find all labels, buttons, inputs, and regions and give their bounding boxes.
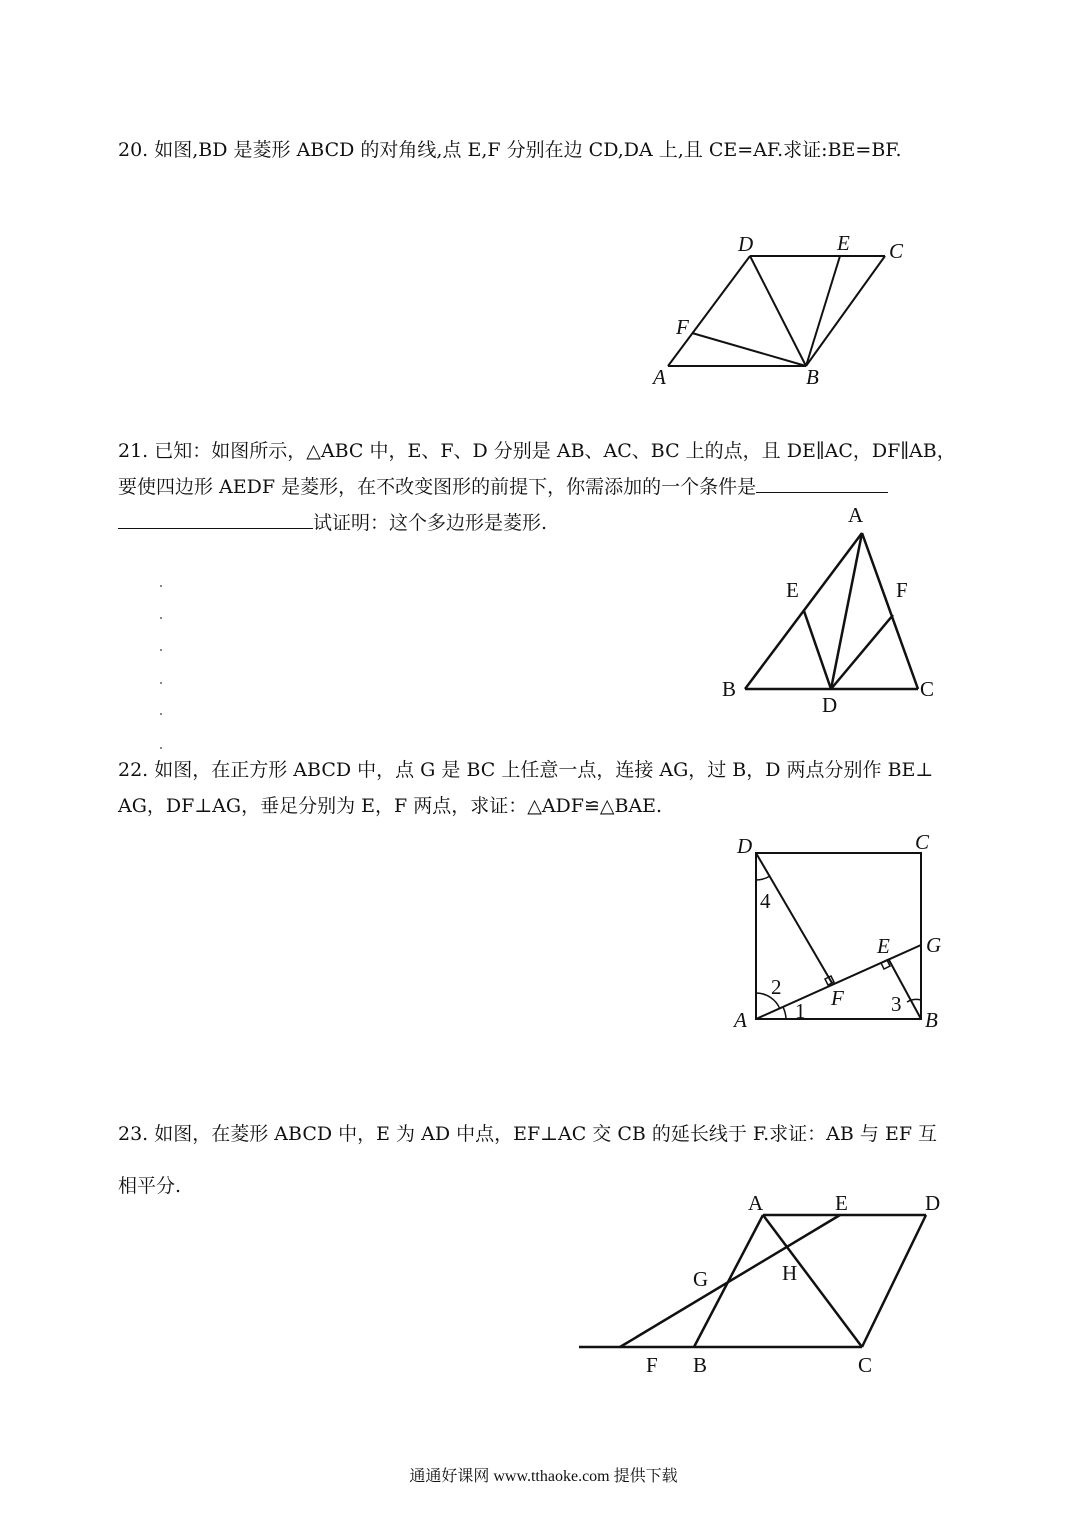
question-21-line3-text: 试证明：这个多边形是菱形.: [313, 512, 548, 534]
label-h: H: [782, 1261, 798, 1285]
question-21-line2-text: 要使四边形 AEDF 是菱形，在不改变图形的前提下，你需添加的一个条件是: [118, 476, 757, 498]
question-20-text: 20. 如图,BD 是菱形 ABCD 的对角线,点 E,F 分别在边 CD,DA 上,且 CE=AF.求证:BE=BF.: [118, 139, 902, 161]
label-g: G: [926, 933, 942, 957]
figure-q23-rhombus: [575, 1185, 955, 1380]
answer-blank-1: [756, 474, 888, 493]
label-b: B: [693, 1353, 708, 1377]
figure-q22-square: [730, 825, 950, 1040]
label-c: C: [858, 1353, 873, 1377]
angle-3-label: 3: [891, 992, 902, 1016]
label-d: D: [822, 693, 838, 717]
question-22-text: [118, 752, 978, 824]
angle-2-label: 2: [771, 975, 782, 999]
label-f: F: [831, 986, 844, 1010]
label-a: A: [653, 365, 666, 389]
label-g: G: [693, 1267, 709, 1291]
label-e: E: [837, 231, 850, 255]
figure-q21-triangle: [715, 500, 945, 720]
label-e: E: [877, 934, 890, 958]
label-c: C: [915, 830, 930, 854]
answer-blank-2: [118, 510, 313, 529]
footer-source-credit: 通通好课网 www.tthaoke.com 提供下载: [409, 1468, 678, 1485]
label-a: A: [734, 1008, 747, 1032]
label-f: F: [896, 578, 908, 602]
label-d: D: [737, 834, 753, 858]
angle-4-label: 4: [760, 889, 771, 913]
label-a: A: [748, 1191, 764, 1215]
question-23-line1: 23. 如图，在菱形 ABCD 中，E 为 AD 中点，EF⊥AC 交 CB 的延长线于 F.求证：AB 与 EF 互: [118, 1123, 938, 1145]
label-f: F: [646, 1353, 658, 1377]
label-b: B: [722, 677, 737, 701]
label-e: E: [786, 578, 799, 602]
question-21-line1: 21. 已知：如图所示，△ABC 中，E、F、D 分别是 AB、AC、BC 上的点，且 DE∥AC，DF∥AB，: [118, 440, 956, 462]
angle-1-label: 1: [795, 999, 806, 1023]
figure-q20-rhombus: [645, 225, 915, 395]
label-d: D: [925, 1191, 941, 1215]
label-e: E: [835, 1191, 848, 1215]
label-c: C: [920, 677, 935, 701]
label-b: B: [806, 365, 819, 389]
question-22-line1: 22. 如图，在正方形 ABCD 中，点 G 是 BC 上任意一点，连接 AG，过 B，D 两点分别作 BE⊥: [118, 759, 934, 781]
label-d: D: [738, 232, 754, 256]
label-f: F: [676, 315, 689, 339]
label-b: B: [925, 1008, 938, 1032]
question-23-line2: 相平分.: [118, 1175, 182, 1197]
label-a: A: [848, 503, 864, 527]
question-22-line2: AG，DF⊥AG，垂足分别为 E，F 两点，求证：△ADF≌△BAE.: [118, 795, 663, 817]
label-c: C: [889, 239, 904, 263]
